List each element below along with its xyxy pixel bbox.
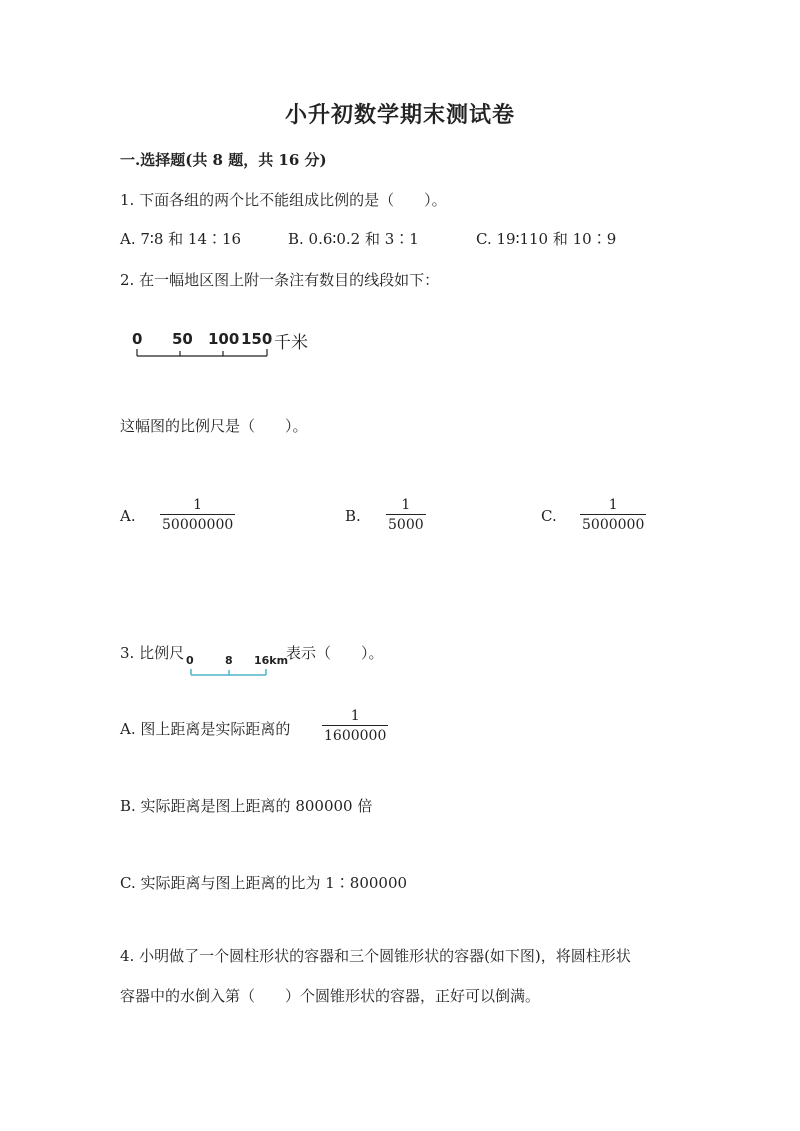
scale-bar-kilometers — [128, 328, 328, 360]
question-2-question: 这幅图的比例尺是（ ）。 — [120, 417, 308, 435]
fraction-numerator: 1 — [608, 497, 618, 513]
question-1-option-b: B. 0.6∶0.2 和 3∶1 — [288, 230, 419, 248]
fraction-numerator: 1 — [401, 497, 411, 513]
question-2-option-a-fraction — [160, 497, 235, 533]
question-2-option-a-label: A. — [120, 507, 136, 525]
fraction-denominator: 5000000 — [580, 514, 646, 533]
section-heading: 一.选择题(共 8 题，共 16 分) — [120, 151, 327, 169]
scale-unit-label: 千米 — [274, 333, 308, 353]
scale-tick-label: 50 — [172, 330, 193, 348]
question-3-option-a-text: A. 图上距离是实际距离的 — [120, 720, 291, 738]
scale-tick-label: 0 — [186, 654, 194, 667]
question-1-option-c: C. 19∶110 和 10∶9 — [476, 230, 617, 248]
question-2-option-b-label: B. — [345, 507, 361, 525]
scale-line — [186, 666, 276, 678]
question-4-line-1: 4. 小明做了一个圆柱形状的容器和三个圆锥形状的容器(如下图)，将圆柱形状 — [120, 947, 631, 965]
scale-tick-label: 8 — [225, 654, 233, 667]
question-3-stem-prefix: 3. 比例尺 — [120, 644, 185, 662]
question-1-option-a: A. 7∶8 和 14∶16 — [120, 230, 242, 248]
scale-tick-label: 100 — [208, 330, 240, 348]
question-2-option-b-fraction — [386, 497, 426, 533]
scale-tick-label: 16km — [254, 654, 289, 667]
fraction-denominator: 1600000 — [322, 725, 388, 744]
fraction-denominator: 50000000 — [160, 514, 235, 533]
question-2-option-c-label: C. — [541, 507, 557, 525]
scale-tick-label: 0 — [132, 330, 143, 348]
fraction-denominator: 5000 — [386, 514, 426, 533]
question-2-stem: 2. 在一幅地区图上附一条注有数目的线段如下： — [120, 271, 440, 289]
scale-line — [128, 346, 278, 360]
question-3-option-a-fraction — [322, 708, 388, 744]
question-1-stem: 1. 下面各组的两个比不能组成比例的是（ ）。 — [120, 191, 447, 209]
scale-bar-km-small — [186, 654, 289, 680]
question-3-stem-suffix: 表示（ ）。 — [286, 644, 384, 662]
scale-tick-label: 150 — [241, 330, 273, 348]
fraction-numerator: 1 — [193, 497, 203, 513]
fraction-numerator: 1 — [350, 708, 360, 724]
question-4-line-2: 容器中的水倒入第（ ）个圆锥形状的容器，正好可以倒满。 — [120, 987, 541, 1005]
question-3-option-c: C. 实际距离与图上距离的比为 1∶800000 — [120, 874, 408, 892]
page-title: 小升初数学期末测试卷 — [284, 102, 515, 128]
question-2-option-c-fraction — [580, 497, 646, 533]
question-3-option-b: B. 实际距离是图上距离的 800000 倍 — [120, 797, 373, 815]
